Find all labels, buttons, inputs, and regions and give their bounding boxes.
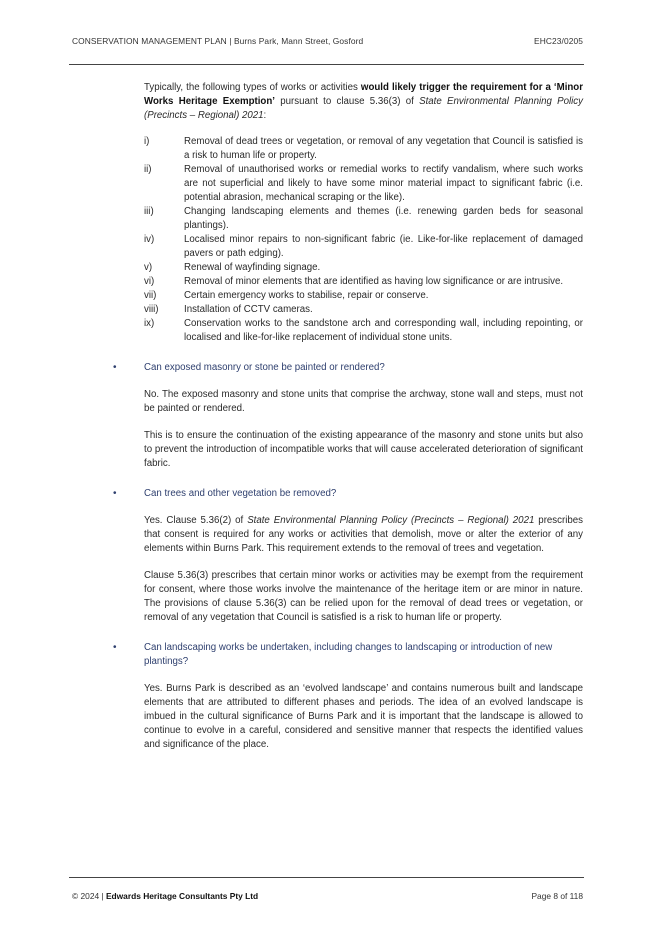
faq-question-text: Can exposed masonry or stone be painted or rendered?	[144, 362, 385, 373]
faq-question	[113, 487, 583, 501]
faq-painting	[113, 361, 583, 471]
answer-text: Yes. Clause 5.36(2) of	[144, 515, 248, 526]
intro-end: :	[263, 110, 267, 121]
list-item-text: Certain emergency works to stabilise, repair or conserve.	[184, 290, 429, 301]
faq-answer	[144, 514, 583, 625]
list-item	[144, 233, 583, 261]
faq-question-text: Can landscaping works be undertaken, including changes to landscaping or introduction of new plantings?	[144, 642, 553, 667]
page-body	[113, 81, 583, 752]
list-item-text: Removal of minor elements that are identified as having low significance or are intrusive.	[184, 276, 564, 287]
list-item	[144, 261, 583, 275]
intro-paragraph	[144, 81, 583, 123]
footer-divider	[69, 877, 584, 878]
list-item-number: ii)	[144, 164, 152, 175]
faq-question	[113, 361, 583, 375]
intro-text: Typically, the following types of works or activities	[144, 82, 361, 93]
minor-works-list	[144, 135, 583, 345]
intro-bold-text: would likely trigger the requirement for a ‘Minor Works Heritage Exemption’	[144, 82, 583, 107]
page-number: Page 8 of 118	[531, 891, 583, 901]
answer-paragraph: Yes. Burns Park is described as an ‘evolved landscape’ and contains numerous built and landscape elements that are attributed to different phases and periods. The idea of an evolved landscape is imbued in the cultural significance of Burns Park and it is important that the landscape is allowed to continue to evolve in a careful, considered and sensitive manner that respects the identified values and significance of the place.	[144, 683, 583, 750]
copyright-text: © 2024 |	[72, 891, 106, 901]
answer-paragraph: This is to ensure the continuation of the existing appearance of the masonry and stone units but also to prevent the introduction of incompatible works that will cause accelerated deterioration of significant fabric.	[144, 430, 583, 469]
answer-paragraph: No. The exposed masonry and stone units that comprise the archway, stone wall and steps, must not be painted or rendered.	[144, 389, 583, 414]
answer-paragraph	[144, 514, 583, 556]
list-item-number: vi)	[144, 276, 155, 287]
footer-copyright	[72, 891, 258, 901]
list-item-text: Changing landscaping elements and themes (i.e. renewing garden beds for seasonal plantings).	[184, 206, 583, 231]
answer-text: prescribes that consent is required for any works or activities that demolish, move or alter the exterior of any elements within Burns Park. This requirement extends to the removal of trees and vegetation.	[144, 515, 583, 554]
list-item-text: Renewal of wayfinding signage.	[184, 262, 321, 273]
faq-question-text: Can trees and other vegetation be removed?	[144, 488, 337, 499]
policy-title: State Environmental Planning Policy (Precincts – Regional) 2021	[247, 515, 535, 526]
faq-vegetation	[113, 487, 583, 625]
list-item-number: v)	[144, 262, 153, 273]
list-item	[144, 163, 583, 205]
list-item-number: iii)	[144, 206, 154, 217]
intro-clause-text: pursuant to clause 5.36(3) of	[274, 96, 420, 107]
document-reference: EHC23/0205	[534, 36, 583, 46]
list-item	[144, 135, 583, 163]
list-item-text: Conservation works to the sandstone arch and corresponding wall, including repointing, or localised and like-for-like replacement of individual stone units.	[184, 318, 583, 343]
company-name: Edwards Heritage Consultants Pty Ltd	[105, 891, 259, 901]
bullet-icon: •	[113, 362, 117, 373]
header-title: CONSERVATION MANAGEMENT PLAN | Burns Park, Mann Street, Gosford	[72, 36, 364, 46]
list-item	[144, 275, 583, 289]
header-divider	[69, 64, 584, 65]
list-item-number: ix)	[144, 318, 155, 329]
faq-landscaping	[113, 641, 583, 752]
list-item-number: iv)	[144, 234, 155, 245]
list-item-text: Removal of dead trees or vegetation, or removal of any vegetation that Council is satisfied is a risk to human life or property.	[184, 136, 583, 161]
policy-title: State Environmental Planning Policy (Precincts – Regional) 2021	[144, 96, 583, 121]
bullet-icon: •	[113, 488, 117, 499]
bullet-icon: •	[113, 642, 117, 653]
list-item	[144, 205, 583, 233]
list-item-text: Removal of unauthorised works or remedial works to rectify vandalism, where such works are not superficial and likely to have some minor material impact to significant fabric (i.e. potential abrasion, mechanical scraping or the like).	[184, 164, 583, 203]
answer-paragraph: Clause 5.36(3) prescribes that certain minor works or activities may be exempt from the requirement for consent, where those works involve the maintenance of the heritage item or are minor in nature. The provisions of clause 5.36(3) can be relied upon for the removal of dead trees or vegetation, or removal of any vegetation that Council is satisfied is a risk to human life or property.	[144, 570, 583, 623]
list-item	[144, 289, 583, 303]
list-item-text: Installation of CCTV cameras.	[184, 304, 313, 315]
list-item-number: viii)	[144, 304, 159, 315]
list-item-number: vii)	[144, 290, 157, 301]
faq-answer	[144, 682, 583, 752]
list-item	[144, 317, 583, 345]
faq-question	[113, 641, 583, 669]
list-item	[144, 303, 583, 317]
faq-answer	[144, 388, 583, 471]
list-item-text: Localised minor repairs to non-significant fabric (ie. Like-for-like replacement of damaged pavers or path edging).	[184, 234, 583, 259]
list-item-number: i)	[144, 136, 150, 147]
